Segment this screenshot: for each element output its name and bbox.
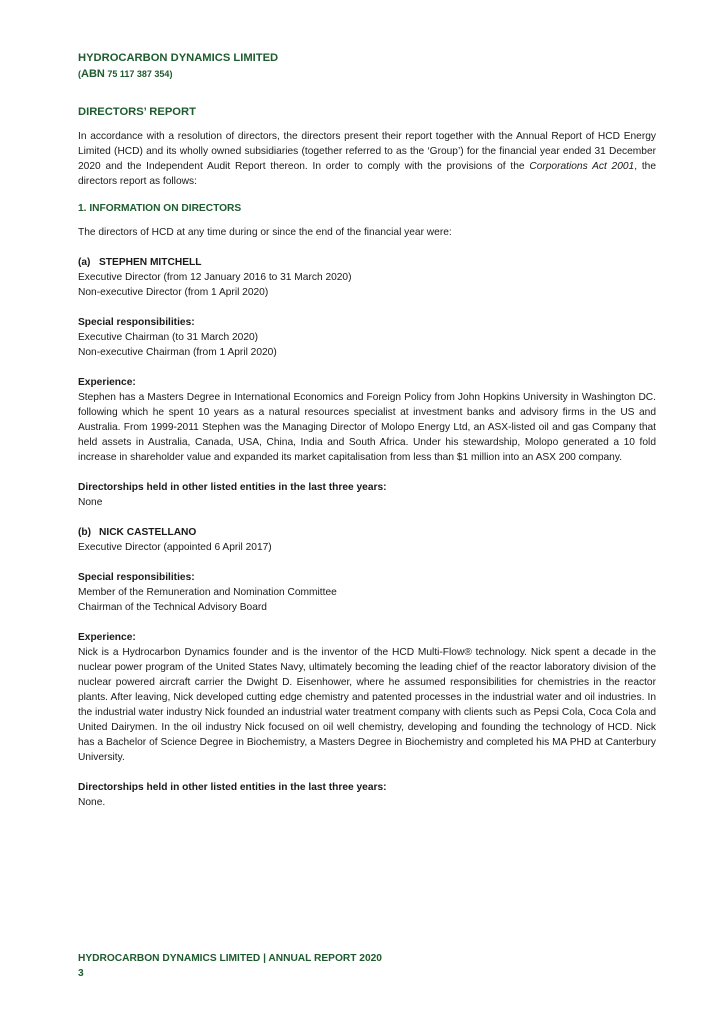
special-responsibility: Chairman of the Technical Advisory Board	[78, 602, 267, 613]
director-role: Executive Director (appointed 6 April 2017)	[78, 542, 272, 553]
director-role: Executive Director (from 12 January 2016 to 31 March 2020)	[78, 272, 352, 283]
experience-text: Nick is a Hydrocarbon Dynamics founder and is the inventor of the HCD Multi-Flow® technology. Nick spent a decade in the nuclear power program of the United States Navy, ultimately becoming the leading chief of the reactor laboratory division of the nuclear powered aircraft carrier the Dwight D. Eisenhower, where he assumed responsibilities for chemistries in the reactor plants. After leaving, Nick developed cutting edge chemistry and patented processes in the industrial water and oil industries. In the industrial water industry Nick founded an industrial water treatment company with clients such as Pepsi Cola, Coca Cola and United Dairymen. In the oil industry Nick focused on oil well chemistry, developing and founding the technology of HCD. Nick has a Bachelor of Science Degree in Biochemistry, a Masters Degree in Biochemistry and completed his MA PHD at Canterbury University.	[78, 647, 656, 763]
special-responsibility: Executive Chairman (to 31 March 2020)	[78, 332, 259, 343]
abn-close: )	[169, 69, 173, 79]
director-marker: (a)	[78, 257, 91, 268]
directorships-value: None.	[78, 797, 106, 808]
special-responsibility: Member of the Remuneration and Nomination Committee	[78, 587, 337, 598]
experience-label: Experience:	[78, 377, 136, 388]
report-page	[78, 50, 656, 810]
section-intro: The directors of HCD at any time during or since the end of the financial year were:	[78, 227, 452, 238]
intro-paragraph	[78, 129, 656, 189]
abn-label: ABN	[81, 68, 105, 80]
page-number: 3	[78, 968, 84, 979]
director-heading	[78, 525, 656, 540]
director-role: Non-executive Director (from 1 April 2020)	[78, 287, 269, 298]
directorships-label: Directorships held in other listed entities in the last three years:	[78, 782, 387, 793]
director-name: STEPHEN MITCHELL	[99, 257, 202, 268]
page-footer	[78, 951, 656, 981]
director-name: NICK CASTELLANO	[99, 527, 197, 538]
intro-main: In accordance with a resolution of directors, the directors present their report together with the Annual Report of HCD Energy Limited (HCD) and its wholly owned subsidiaries (together referred to as the ‘Group’) for the financial year ended 31 December 2020 and the Independent Audit Report thereon. In order to comply with the provisions of the	[78, 131, 656, 172]
intro-act: Corporations Act 2001	[529, 161, 635, 172]
company-name: HYDROCARBON DYNAMICS LIMITED	[78, 52, 279, 64]
special-responsibility: Non-executive Chairman (from 1 April 2020)	[78, 347, 277, 358]
directorships-value: None	[78, 497, 103, 508]
experience-text: Stephen has a Masters Degree in International Economics and Foreign Policy from John Hopkins University in Washington DC. following which he spent 10 years as a natural resources specialist at investment banks and advisory firms in the US and Australia. From 1999-2011 Stephen was the Managing Director of Molopo Energy Ltd, an ASX-listed oil and gas Company that held assets in Australia, Canada, USA, China, India and South Africa. Under his stewardship, Molopo generated a 10 fold increase in shareholder value and expanded its market capitalisation from less than $1 million into an ASX 200 company.	[78, 392, 656, 463]
abn-line	[78, 66, 656, 82]
special-responsibilities-label: Special responsibilities:	[78, 572, 195, 583]
director-marker: (b)	[78, 527, 92, 538]
section-heading: 1. INFORMATION ON DIRECTORS	[78, 203, 242, 214]
experience-label: Experience:	[78, 632, 136, 643]
director-heading	[78, 255, 656, 270]
special-responsibilities-label: Special responsibilities:	[78, 317, 195, 328]
abn-number: 75 117 387 354	[107, 69, 170, 79]
footer-title: HYDROCARBON DYNAMICS LIMITED | ANNUAL REPORT 2020	[78, 953, 382, 964]
directorships-label: Directorships held in other listed entities in the last three years:	[78, 482, 387, 493]
abn-open: (	[78, 69, 81, 79]
report-title: DIRECTORS’ REPORT	[78, 106, 196, 118]
intro-end: , the directors report as follows:	[78, 161, 657, 187]
